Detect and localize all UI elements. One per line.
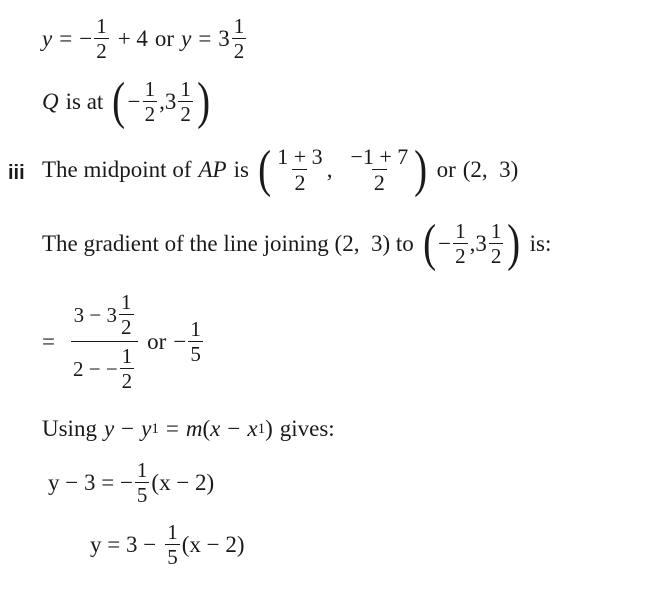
- or-word: or: [436, 157, 456, 182]
- eq-line-7: [48, 460, 214, 506]
- equation-rest: (x − 2): [151, 470, 215, 495]
- is-word: is: [233, 157, 249, 182]
- fraction: $\frac{1 + 3}{2}$: [277, 144, 323, 195]
- minus: −: [173, 329, 187, 354]
- eq-line-1: [42, 16, 248, 62]
- fraction: $\frac{1}{5}$: [136, 458, 148, 507]
- comma: ,: [469, 231, 476, 256]
- fraction: $\frac{1}{2}$: [455, 219, 466, 268]
- compound-fraction: 3 − 3 $\frac{1}{2}$ 2 − − $\frac{1}{2}$: [71, 292, 138, 392]
- text: Using: [42, 416, 97, 441]
- fraction: $\frac{1}{2}$: [490, 219, 502, 268]
- open-paren: (: [112, 73, 126, 130]
- eq-line-8: [90, 522, 245, 568]
- text: is at: [65, 89, 104, 114]
- point: (2, 3): [462, 157, 519, 182]
- close-paren: ): [414, 141, 428, 198]
- eq-line-3: [42, 141, 519, 198]
- whole-part: 3: [218, 26, 230, 51]
- comma: ,: [159, 89, 165, 114]
- fraction: $\frac{1}{2}$: [233, 14, 245, 63]
- segment-ap: AP: [198, 157, 227, 182]
- or-word: or: [154, 26, 175, 51]
- open-paren: (: [258, 141, 272, 198]
- text: The midpoint of: [42, 157, 192, 182]
- minus: −: [79, 26, 93, 51]
- eq-line-5: [42, 292, 205, 392]
- close-paren: ): [507, 215, 521, 272]
- eq-line-6: Using y − y 1 = m ( x − x 1 ) gives:: [42, 416, 335, 441]
- fraction: $\frac{1}{2}$: [121, 290, 132, 339]
- eq-line-2: [42, 73, 212, 130]
- whole-part: 3: [164, 89, 177, 114]
- or-word: or: [147, 329, 167, 354]
- fraction: $\frac{1}{2}$: [180, 77, 191, 126]
- minus: −: [438, 231, 452, 256]
- equals: =: [59, 26, 73, 51]
- equation-lhs: y − 3 = −: [48, 470, 133, 495]
- plus-four: + 4: [117, 26, 148, 51]
- is-word: is:: [529, 231, 552, 256]
- part-label: iii: [8, 162, 25, 184]
- fraction: $\frac{1}{2}$: [144, 77, 156, 126]
- var-y: y: [181, 26, 192, 51]
- whole-part: 3: [475, 231, 487, 256]
- fraction: $\frac{1}{2}$: [96, 14, 107, 63]
- fraction: $\frac{1}{5}$: [190, 317, 201, 366]
- equation-rest: (x − 2): [181, 532, 245, 557]
- text: The gradient of the line joining (2, 3) to: [42, 231, 414, 256]
- equals: =: [42, 329, 55, 354]
- eq-line-4: [42, 215, 552, 272]
- fraction: $\frac{1}{2}$: [121, 344, 133, 393]
- comma: ,: [326, 157, 333, 182]
- text: gives:: [279, 416, 335, 441]
- open-paren: (: [422, 215, 436, 272]
- var-y: y: [42, 26, 53, 51]
- fraction: $\frac{-1 + 7}{2}$: [350, 144, 409, 195]
- var-q: Q: [42, 89, 59, 114]
- equals: =: [198, 26, 212, 51]
- fraction: $\frac{1}{5}$: [167, 520, 178, 569]
- minus: −: [127, 89, 141, 114]
- equation-lhs: y = 3 −: [90, 532, 157, 557]
- close-paren: ): [197, 73, 211, 130]
